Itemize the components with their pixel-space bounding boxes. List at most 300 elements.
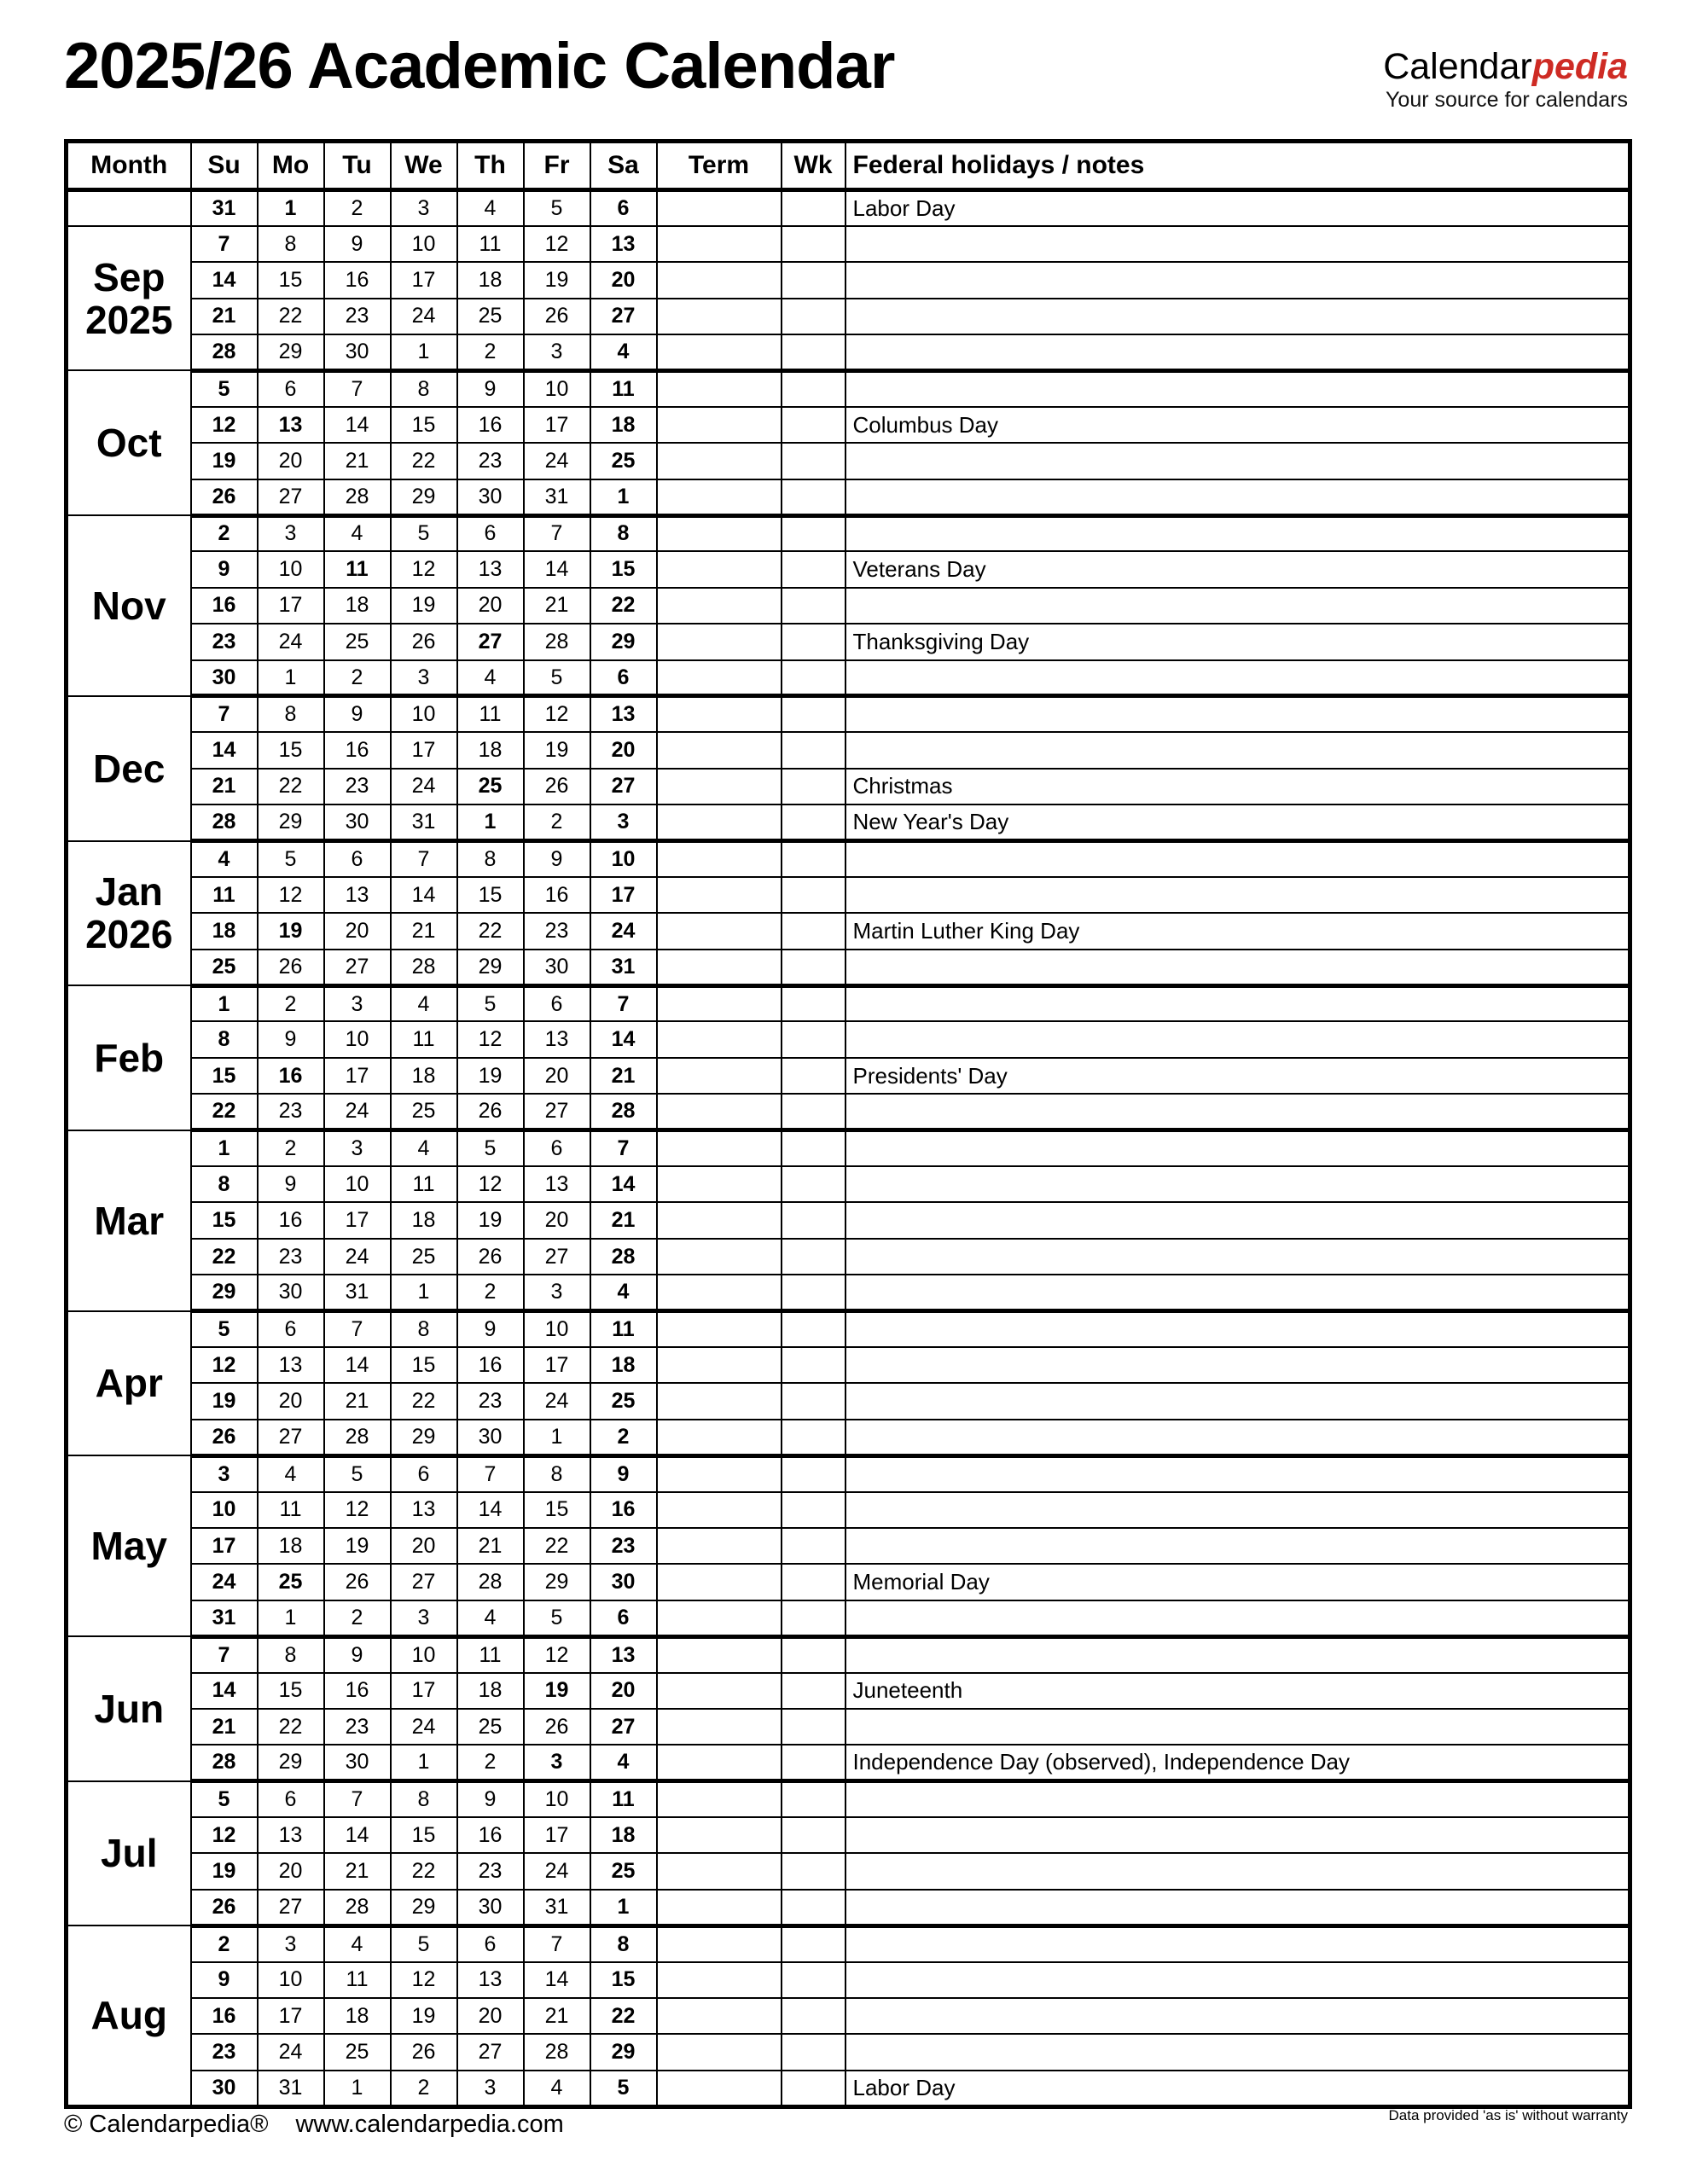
day-cell: 2 <box>191 1926 258 1961</box>
day-cell: 24 <box>191 1564 258 1600</box>
day-cell: 29 <box>590 2034 657 2070</box>
day-cell: 6 <box>457 1926 524 1961</box>
day-cell: 23 <box>524 913 590 949</box>
week-number-cell <box>782 1926 846 1961</box>
day-cell: 1 <box>524 1420 590 1455</box>
col-header-fr: Fr <box>524 142 590 190</box>
day-cell: 27 <box>590 299 657 334</box>
day-cell: 4 <box>191 841 258 877</box>
day-cell: 7 <box>590 1130 657 1166</box>
holiday-note <box>846 1853 1630 1889</box>
month-label-nov: Nov <box>67 515 191 696</box>
day-cell: 6 <box>258 1311 324 1347</box>
day-cell: 15 <box>391 1817 457 1853</box>
holiday-note: Martin Luther King Day <box>846 913 1630 949</box>
week-number-cell <box>782 696 846 732</box>
holiday-note <box>846 443 1630 479</box>
day-cell: 12 <box>524 1636 590 1672</box>
day-cell: 18 <box>258 1528 324 1564</box>
day-cell: 26 <box>391 2034 457 2070</box>
month-label-oct: Oct <box>67 370 191 515</box>
term-cell <box>657 1202 782 1238</box>
week-number-cell <box>782 443 846 479</box>
day-cell: 19 <box>524 1673 590 1709</box>
day-cell: 4 <box>524 2071 590 2106</box>
day-cell: 11 <box>590 1311 657 1347</box>
day-cell: 29 <box>391 1890 457 1926</box>
day-cell: 3 <box>524 334 590 370</box>
day-cell: 7 <box>590 985 657 1021</box>
day-cell: 21 <box>191 1709 258 1745</box>
day-cell: 24 <box>524 1853 590 1889</box>
day-cell: 11 <box>457 696 524 732</box>
day-cell: 9 <box>324 1636 391 1672</box>
day-cell: 19 <box>191 443 258 479</box>
holiday-note <box>846 1021 1630 1057</box>
col-header-tu: Tu <box>324 142 391 190</box>
day-cell: 27 <box>457 624 524 659</box>
term-cell <box>657 370 782 406</box>
day-cell: 22 <box>391 1853 457 1889</box>
week-number-cell <box>782 370 846 406</box>
day-cell: 8 <box>258 226 324 262</box>
week-number-cell <box>782 877 846 913</box>
term-cell <box>657 660 782 696</box>
day-cell: 10 <box>258 551 324 587</box>
day-cell: 14 <box>391 877 457 913</box>
day-cell: 23 <box>457 1853 524 1889</box>
day-cell: 10 <box>391 696 457 732</box>
holiday-note: Presidents' Day <box>846 1058 1630 1094</box>
day-cell: 21 <box>191 769 258 804</box>
day-cell: 21 <box>324 443 391 479</box>
day-cell: 1 <box>391 1745 457 1780</box>
day-cell: 29 <box>191 1275 258 1310</box>
week-number-cell <box>782 1998 846 2034</box>
day-cell: 5 <box>590 2071 657 2106</box>
day-cell: 3 <box>590 804 657 840</box>
day-cell: 17 <box>324 1058 391 1094</box>
term-cell <box>657 624 782 659</box>
week-number-cell <box>782 299 846 334</box>
col-header-month: Month <box>67 142 191 190</box>
day-cell: 10 <box>391 1636 457 1672</box>
holiday-note <box>846 1311 1630 1347</box>
day-cell: 21 <box>590 1202 657 1238</box>
day-cell: 26 <box>457 1239 524 1275</box>
day-cell: 5 <box>457 1130 524 1166</box>
day-cell: 8 <box>191 1166 258 1202</box>
day-cell: 18 <box>324 588 391 624</box>
day-cell: 27 <box>590 769 657 804</box>
day-cell: 13 <box>258 1817 324 1853</box>
day-cell: 27 <box>457 2034 524 2070</box>
term-cell <box>657 443 782 479</box>
day-cell: 16 <box>457 1817 524 1853</box>
day-cell: 26 <box>324 1564 391 1600</box>
holiday-note <box>846 226 1630 262</box>
day-cell: 3 <box>391 190 457 226</box>
week-number-cell <box>782 1781 846 1817</box>
day-cell: 12 <box>524 696 590 732</box>
week-number-cell <box>782 985 846 1021</box>
day-cell: 1 <box>258 1600 324 1636</box>
day-cell: 4 <box>258 1455 324 1491</box>
day-cell: 9 <box>258 1021 324 1057</box>
holiday-note <box>846 1817 1630 1853</box>
holiday-note <box>846 1130 1630 1166</box>
week-number-cell <box>782 1600 846 1636</box>
day-cell: 15 <box>590 551 657 587</box>
day-cell: 16 <box>191 588 258 624</box>
day-cell: 5 <box>191 370 258 406</box>
day-cell: 4 <box>324 515 391 551</box>
day-cell: 21 <box>324 1853 391 1889</box>
day-cell: 3 <box>324 985 391 1021</box>
day-cell: 2 <box>391 2071 457 2106</box>
term-cell <box>657 950 782 985</box>
day-cell: 15 <box>457 877 524 913</box>
term-cell <box>657 1058 782 1094</box>
day-cell: 15 <box>258 1673 324 1709</box>
day-cell: 27 <box>324 950 391 985</box>
day-cell: 18 <box>457 262 524 298</box>
day-cell: 8 <box>524 1455 590 1491</box>
day-cell: 7 <box>191 1636 258 1672</box>
term-cell <box>657 1781 782 1817</box>
day-cell: 3 <box>258 515 324 551</box>
col-header-federal-holidays-notes: Federal holidays / notes <box>846 142 1630 190</box>
day-cell: 21 <box>191 299 258 334</box>
day-cell: 4 <box>590 334 657 370</box>
day-cell: 19 <box>524 262 590 298</box>
day-cell: 25 <box>457 299 524 334</box>
day-cell: 12 <box>524 226 590 262</box>
day-cell: 13 <box>590 226 657 262</box>
day-cell: 27 <box>524 1239 590 1275</box>
day-cell: 11 <box>590 370 657 406</box>
day-cell: 23 <box>324 299 391 334</box>
day-cell: 11 <box>391 1166 457 1202</box>
day-cell: 3 <box>524 1275 590 1310</box>
day-cell: 24 <box>590 913 657 949</box>
col-header-sa: Sa <box>590 142 657 190</box>
holiday-note <box>846 1239 1630 1275</box>
day-cell: 21 <box>590 1058 657 1094</box>
holiday-note: Labor Day <box>846 190 1630 226</box>
day-cell: 18 <box>457 1673 524 1709</box>
day-cell: 24 <box>524 1383 590 1419</box>
day-cell: 10 <box>590 841 657 877</box>
term-cell <box>657 1130 782 1166</box>
week-number-cell <box>782 1239 846 1275</box>
day-cell: 16 <box>457 1347 524 1383</box>
month-label-may: May <box>67 1455 191 1636</box>
day-cell: 5 <box>391 1926 457 1961</box>
day-cell: 24 <box>391 1709 457 1745</box>
term-cell <box>657 190 782 226</box>
day-cell: 17 <box>524 1817 590 1853</box>
week-number-cell <box>782 804 846 840</box>
term-cell <box>657 913 782 949</box>
term-cell <box>657 1383 782 1419</box>
day-cell: 13 <box>590 1636 657 1672</box>
day-cell: 20 <box>590 262 657 298</box>
day-cell: 29 <box>391 1420 457 1455</box>
week-number-cell <box>782 1166 846 1202</box>
day-cell: 27 <box>524 1094 590 1130</box>
day-cell: 1 <box>258 190 324 226</box>
day-cell: 2 <box>324 1600 391 1636</box>
day-cell: 26 <box>191 1420 258 1455</box>
day-cell: 30 <box>524 950 590 985</box>
day-cell: 26 <box>391 624 457 659</box>
week-number-cell <box>782 1455 846 1491</box>
term-cell <box>657 1492 782 1528</box>
day-cell: 6 <box>324 841 391 877</box>
day-cell: 20 <box>258 1853 324 1889</box>
day-cell: 14 <box>457 1492 524 1528</box>
day-cell: 8 <box>457 841 524 877</box>
day-cell: 19 <box>191 1853 258 1889</box>
page-title: 2025/26 Academic Calendar <box>64 30 895 102</box>
term-cell <box>657 1745 782 1780</box>
day-cell: 31 <box>191 190 258 226</box>
day-cell: 31 <box>191 1600 258 1636</box>
logo-wordmark <box>1383 48 1628 86</box>
day-cell: 31 <box>391 804 457 840</box>
day-cell: 25 <box>324 624 391 659</box>
week-number-cell <box>782 1058 846 1094</box>
day-cell: 18 <box>457 732 524 768</box>
day-cell: 1 <box>191 985 258 1021</box>
holiday-note <box>846 515 1630 551</box>
day-cell: 2 <box>590 1420 657 1455</box>
term-cell <box>657 515 782 551</box>
day-cell: 4 <box>391 1130 457 1166</box>
day-cell: 16 <box>258 1202 324 1238</box>
day-cell: 12 <box>391 551 457 587</box>
term-cell <box>657 1564 782 1600</box>
week-number-cell <box>782 2071 846 2106</box>
day-cell: 28 <box>324 1420 391 1455</box>
day-cell: 22 <box>191 1239 258 1275</box>
day-cell: 29 <box>457 950 524 985</box>
logo-black-part: Calendar <box>1383 46 1532 87</box>
month-label-mar: Mar <box>67 1130 191 1311</box>
day-cell: 1 <box>391 334 457 370</box>
term-cell <box>657 732 782 768</box>
day-cell: 29 <box>391 479 457 515</box>
day-cell: 6 <box>258 1781 324 1817</box>
day-cell: 22 <box>590 588 657 624</box>
day-cell: 24 <box>258 624 324 659</box>
day-cell: 21 <box>524 588 590 624</box>
day-cell: 7 <box>524 515 590 551</box>
holiday-note <box>846 841 1630 877</box>
day-cell: 4 <box>457 1600 524 1636</box>
day-cell: 15 <box>590 1962 657 1998</box>
day-cell: 27 <box>590 1709 657 1745</box>
day-cell: 10 <box>258 1962 324 1998</box>
day-cell: 24 <box>524 443 590 479</box>
day-cell: 18 <box>391 1058 457 1094</box>
holiday-note <box>846 1781 1630 1817</box>
day-cell: 16 <box>457 407 524 443</box>
day-cell: 2 <box>457 334 524 370</box>
day-cell: 16 <box>258 1058 324 1094</box>
holiday-note <box>846 2034 1630 2070</box>
day-cell: 5 <box>457 985 524 1021</box>
day-cell: 20 <box>457 588 524 624</box>
day-cell: 20 <box>324 913 391 949</box>
day-cell: 11 <box>391 1021 457 1057</box>
week-number-cell <box>782 407 846 443</box>
day-cell: 21 <box>457 1528 524 1564</box>
col-header-mo: Mo <box>258 142 324 190</box>
day-cell: 9 <box>457 370 524 406</box>
term-cell <box>657 841 782 877</box>
day-cell: 28 <box>324 1890 391 1926</box>
day-cell: 20 <box>590 732 657 768</box>
day-cell: 1 <box>391 1275 457 1310</box>
month-label-jun: Jun <box>67 1636 191 1781</box>
term-cell <box>657 1890 782 1926</box>
day-cell: 29 <box>258 334 324 370</box>
col-header-we: We <box>391 142 457 190</box>
day-cell: 2 <box>457 1275 524 1310</box>
calendar-table <box>64 139 1632 2109</box>
day-cell: 7 <box>524 1926 590 1961</box>
day-cell: 2 <box>524 804 590 840</box>
day-cell: 26 <box>524 1709 590 1745</box>
term-cell <box>657 334 782 370</box>
holiday-note <box>846 696 1630 732</box>
day-cell: 14 <box>590 1021 657 1057</box>
day-cell: 16 <box>191 1998 258 2034</box>
day-cell: 3 <box>391 660 457 696</box>
day-cell: 20 <box>590 1673 657 1709</box>
day-cell: 13 <box>590 696 657 732</box>
footer-disclaimer: Data provided 'as is' without warranty <box>1388 2107 1628 2123</box>
day-cell: 22 <box>391 1383 457 1419</box>
day-cell: 22 <box>258 1709 324 1745</box>
holiday-note <box>846 1709 1630 1745</box>
term-cell <box>657 551 782 587</box>
day-cell: 9 <box>258 1166 324 1202</box>
day-cell: 14 <box>590 1166 657 1202</box>
day-cell: 30 <box>258 1275 324 1310</box>
day-cell: 1 <box>258 660 324 696</box>
day-cell: 18 <box>590 407 657 443</box>
day-cell: 30 <box>590 1564 657 1600</box>
day-cell: 23 <box>324 769 391 804</box>
day-cell: 2 <box>191 515 258 551</box>
day-cell: 31 <box>324 1275 391 1310</box>
day-cell: 22 <box>191 1094 258 1130</box>
day-cell: 7 <box>324 1781 391 1817</box>
day-cell: 11 <box>457 1636 524 1672</box>
day-cell: 20 <box>391 1528 457 1564</box>
term-cell <box>657 1817 782 1853</box>
day-cell: 12 <box>258 877 324 913</box>
week-number-cell <box>782 1311 846 1347</box>
day-cell: 21 <box>391 913 457 949</box>
month-label-apr: Apr <box>67 1311 191 1456</box>
day-cell: 14 <box>191 262 258 298</box>
day-cell: 3 <box>324 1130 391 1166</box>
day-cell: 13 <box>524 1021 590 1057</box>
week-number-cell <box>782 1962 846 1998</box>
day-cell: 11 <box>457 226 524 262</box>
day-cell: 10 <box>324 1166 391 1202</box>
term-cell <box>657 226 782 262</box>
day-cell: 17 <box>258 1998 324 2034</box>
holiday-note <box>846 588 1630 624</box>
day-cell: 15 <box>191 1202 258 1238</box>
month-label-jan: Jan 2026 <box>67 841 191 986</box>
day-cell: 14 <box>524 551 590 587</box>
week-number-cell <box>782 1890 846 1926</box>
day-cell: 5 <box>191 1311 258 1347</box>
week-number-cell <box>782 2034 846 2070</box>
footer-copyright <box>64 2111 564 2139</box>
term-cell <box>657 985 782 1021</box>
logo-red-part: pedia <box>1531 46 1628 87</box>
holiday-note <box>846 1094 1630 1130</box>
holiday-note <box>846 1636 1630 1672</box>
day-cell: 13 <box>457 1962 524 1998</box>
holiday-note <box>846 1455 1630 1491</box>
day-cell: 3 <box>457 2071 524 2106</box>
day-cell: 10 <box>524 1781 590 1817</box>
day-cell: 8 <box>191 1021 258 1057</box>
day-cell: 22 <box>524 1528 590 1564</box>
week-number-cell <box>782 1021 846 1057</box>
day-cell: 12 <box>391 1962 457 1998</box>
day-cell: 22 <box>258 299 324 334</box>
holiday-note <box>846 950 1630 985</box>
week-number-cell <box>782 1347 846 1383</box>
term-cell <box>657 1998 782 2034</box>
week-number-cell <box>782 551 846 587</box>
day-cell: 6 <box>391 1455 457 1491</box>
holiday-note: Thanksgiving Day <box>846 624 1630 659</box>
col-header-th: Th <box>457 142 524 190</box>
holiday-note <box>846 262 1630 298</box>
day-cell: 4 <box>457 660 524 696</box>
day-cell: 11 <box>590 1781 657 1817</box>
day-cell: 7 <box>191 696 258 732</box>
day-cell: 5 <box>391 515 457 551</box>
day-cell: 30 <box>191 2071 258 2106</box>
week-number-cell <box>782 1492 846 1528</box>
day-cell: 13 <box>324 877 391 913</box>
day-cell: 4 <box>590 1745 657 1780</box>
term-cell <box>657 479 782 515</box>
day-cell: 29 <box>524 1564 590 1600</box>
holiday-note <box>846 1202 1630 1238</box>
day-cell: 19 <box>391 1998 457 2034</box>
copyright-text: © Calendarpedia® <box>64 2111 269 2138</box>
day-cell: 16 <box>324 732 391 768</box>
day-cell: 19 <box>324 1528 391 1564</box>
day-cell: 14 <box>524 1962 590 1998</box>
day-cell: 15 <box>391 407 457 443</box>
holiday-note: Labor Day <box>846 2071 1630 2106</box>
day-cell: 17 <box>391 732 457 768</box>
day-cell: 25 <box>391 1239 457 1275</box>
